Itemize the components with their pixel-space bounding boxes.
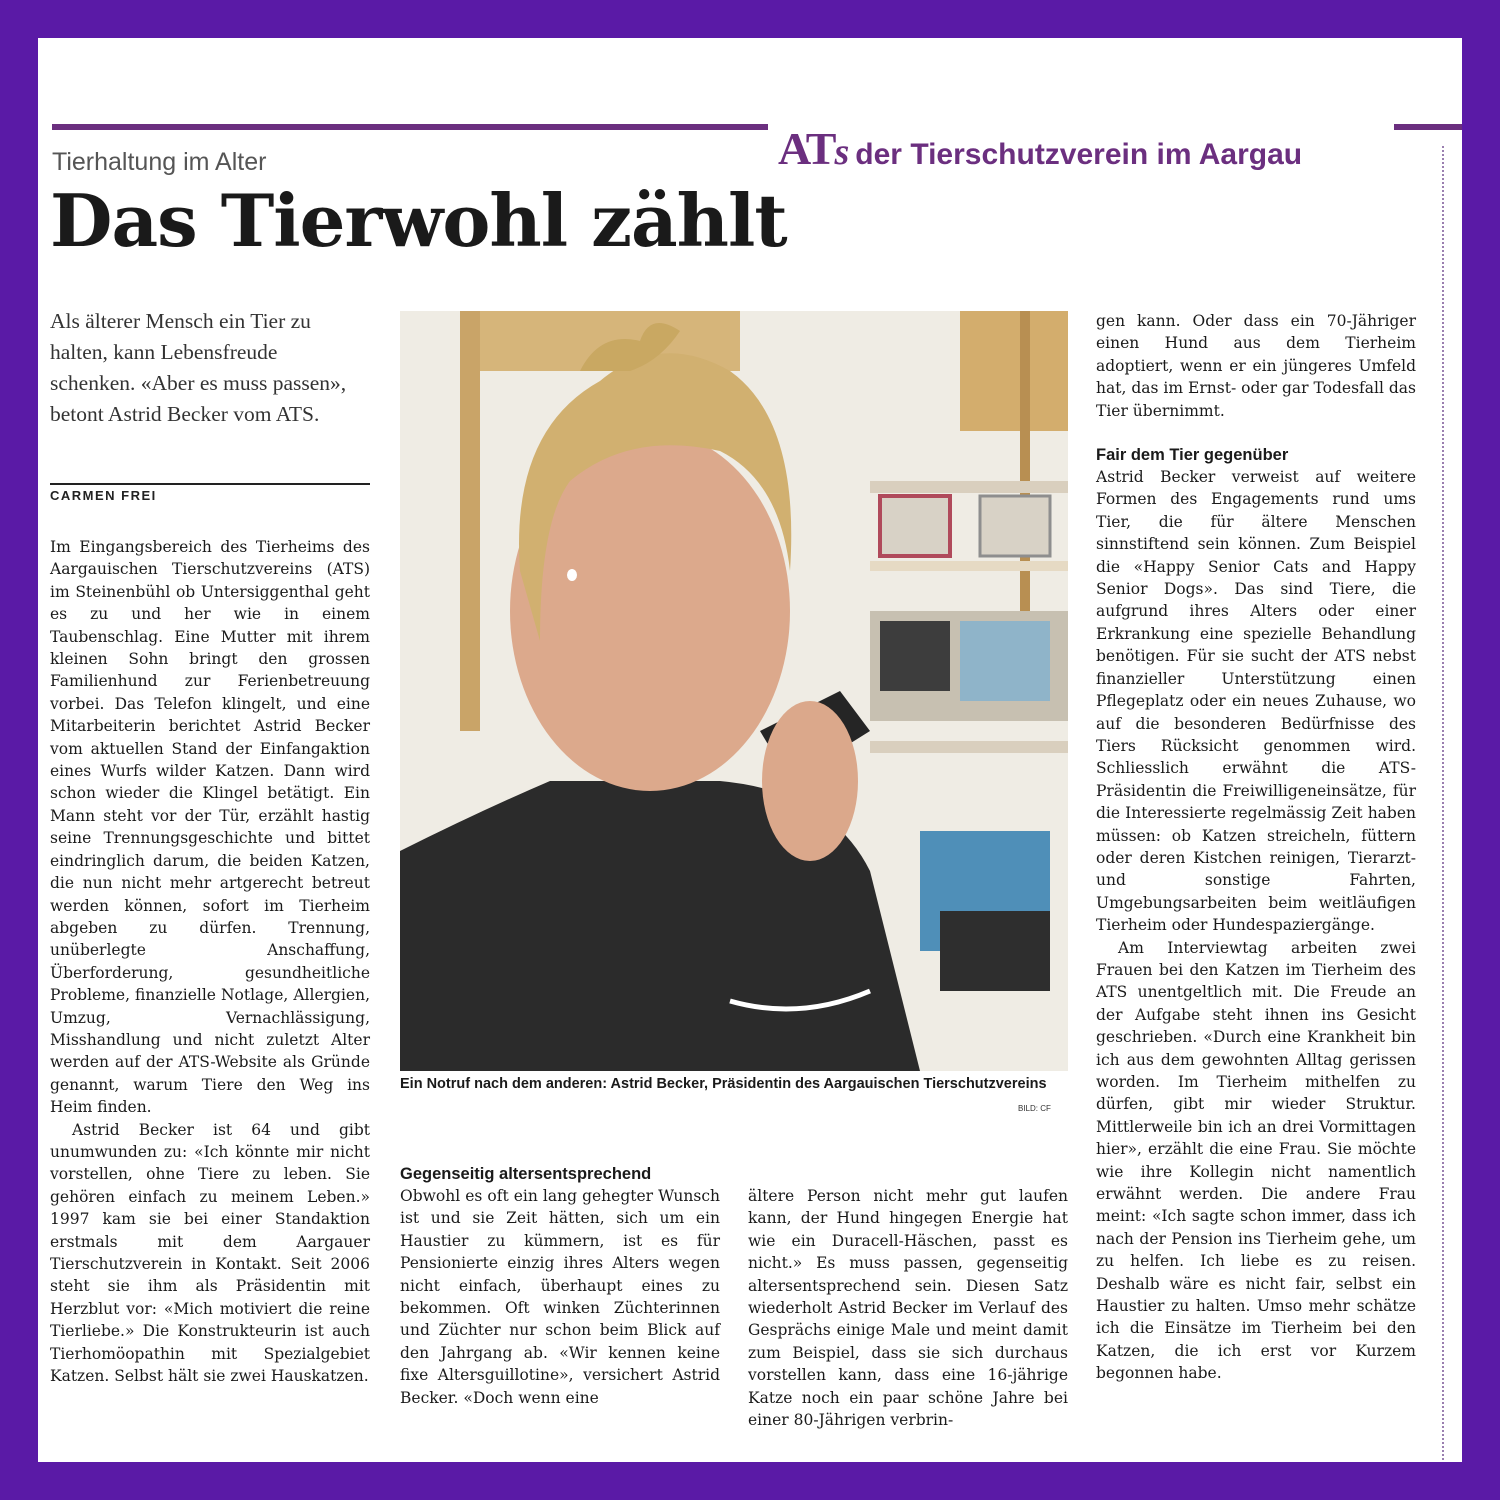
article-overline: Tierhaltung im Alter xyxy=(52,148,267,176)
col1-paragraph-1: Im Eingangsbereich des Tierheims des Aargauischen Tierschutzvereins (ATS) im Steinenbühl ob Untersiggenthal geht es zu und her wie in einem Taubenschlag. Eine Mutter mit ihrem kleinen Sohn bringt den grossen Familienhund zur Ferienbetreuung vorbei. Das Telefon klingelt, und eine Mitarbeiterin berichtet Astrid Becker vom aktuellen Stand der Einfangaktion eines Wurfs wilder Katzen. Dann wird schon wieder die Klingel betätigt. Ein Mann steht vor der Tür, erzählt hastig seine Trennungsgeschichte und bittet eindringlich darum, die beiden Katzen, die nun nicht mehr artgerecht betreut werden können, sofort im Tierheim abgeben zu dürfen. Trennung, unüberlegte Anschaffung, Überforderung, gesundheitliche Probleme, finanzielle Notlage, Allergien, Umzug, Vernachlässigung, Misshandlung und nicht zuletzt Alter werden auf der ATS-Website als Gründe genannt, warum Tiere den Weg ins Heim finden. xyxy=(50,538,370,1117)
photo-illustration xyxy=(400,311,1068,1071)
ats-brand xyxy=(778,122,1302,182)
dotted-margin-line xyxy=(1442,146,1444,1462)
column-4 xyxy=(1096,310,1416,1385)
col2-paragraph: Obwohl es oft ein lang gehegter Wunsch ist und sie Zeit hätten, sich um ein Haustier zu kümmern, ist es für Pensionierte einzig ihres Alters wegen nicht einfach, überhaupt eines zu bekommen. Oft winken Züchterinnen und Züchter nur schon beim Blick auf den Jahrgang ab. «Wir kennen keine fixe Altersguillotine», versichert Astrid Becker. «Doch wenn eine xyxy=(400,1187,720,1407)
col4-paragraph-1: Astrid Becker verweist auf weitere Formen des Engagements rund ums Tier, die für ältere Menschen sinnstiftend sein können. Zum Beispiel die «Happy Senior Cats and Happy Senior Dogs». Das sind Tiere, die aufgrund ihres Alters oder einer Erkrankung eine spezielle Behandlung benötigen. Für sie sucht der ATS nebst finanzieller Unterstützung einen Pflegeplatz oder ein neues Zuhause, wo auf die besonderen Bedürfnisse des Tiers Rücksicht genommen wird. Schliesslich erwähnt die ATS-Präsidentin die Freiwilligeneinsätze, für die Interessierte regelmässig Zeit haben müssen: ob Katzen streicheln, füttern oder deren Kistchen reinigen, Tierarzt- und sonstige Fahrten, Umgebungsarbeiten beim weitläufigen Tierheim oder Hundespaziergänge. xyxy=(1096,468,1416,935)
col4-paragraph-top: gen kann. Oder dass ein 70-Jähriger einen Hund aus dem Tierheim adoptiert, wenn er ein jüngeres Umfeld hat, das im Ernst- oder gar Todesfall das Tier übernimmt. xyxy=(1096,312,1416,420)
col4-paragraph-2: Am Interviewtag arbeiten zwei Frauen bei den Katzen im Tierheim des ATS unentgeltlich mit. Die Freude an der Aufgabe steht ihnen ins Gesicht geschrieben. «Durch eine Krankheit bin ich aus dem gewohnten Alltag gerissen worden. Im Tierheim mithelfen zu dürfen, gibt mir wieder Struktur. Mittlerweile bin ich an drei Vormittagen hier», erzählt die eine Frau. Sie möchte wie ihre Kollegin nicht namentlich erwähnt werden. Die andere Frau meint: «Ich sagte schon immer, dass ich nach der Pension ins Tierheim gehe, um zu helfen. Ich liebe es zu reisen. Deshalb wäre es nicht fair, selbst ein Haustier zu halten. Umso mehr schätze ich die Einsätze im Tierheim bei den Katzen, die ich erst vor Kurzem begonnen habe. xyxy=(1096,938,1416,1383)
header-rule-left xyxy=(52,124,768,130)
photo-caption: Ein Notruf nach dem anderen: Astrid Becker, Präsidentin des Aargauischen Tierschutzvereins xyxy=(400,1076,1047,1092)
brand-tagline: der Tierschutzverein im Aargau xyxy=(855,138,1303,171)
column-2 xyxy=(400,1163,720,1409)
author-divider xyxy=(50,483,370,485)
column-1 xyxy=(50,536,370,1387)
article-photo xyxy=(400,311,1068,1071)
column-3 xyxy=(748,1185,1068,1431)
photo-credit: BILD: CF xyxy=(1018,1104,1051,1113)
article-headline: Das Tierwohl zählt xyxy=(50,178,787,263)
col3-paragraph: ältere Person nicht mehr gut laufen kann, der Hund hingegen Energie hat wie ein Duracell-Häschen, passt es nicht.» Es muss passen, gegenseitig altersentsprechend sein. Diesen Satz wiederholt Astrid Becker im Verlauf des Gesprächs einige Male und meint damit zum Beispiel, dass sie sich durchaus vorstellen kann, dass eine 16-jährige Katze noch ein paar schöne Jahre bei einer 80-Jährigen verbrin- xyxy=(748,1187,1068,1430)
author-byline: CARMEN FREI xyxy=(50,488,157,503)
header-rule-right xyxy=(1394,124,1462,130)
newspaper-page xyxy=(38,38,1462,1462)
col1-paragraph-2: Astrid Becker ist 64 und gibt unumwunden zu: «Ich könnte mir nicht vorstellen, ohne Tiere zu leben. Sie gehören einfach zu meinem Leben.» 1997 kam sie bei einer Standaktion erstmals mit dem Aargauer Tierschutzverein in Kontakt. Seit 2006 steht sie ihm als Präsidentin mit Herzblut vor: «Mich motiviert die reine Tierliebe.» Die Konstrukteurin ist auch Tierhomöopathin mit Spezialgebiet Katzen. Selbst hält sie zwei Hauskatzen. xyxy=(50,1120,370,1386)
col4-subheading: Fair dem Tier gegenüber xyxy=(1096,446,1289,465)
col2-subheading: Gegenseitig altersentsprechend xyxy=(400,1165,652,1183)
article-lead: Als älterer Mensch ein Tier zu halten, kann Lebensfreude schenken. «Aber es muss passen», betont Astrid Becker vom ATS. xyxy=(50,309,347,426)
ats-logo: ATs xyxy=(778,123,848,174)
